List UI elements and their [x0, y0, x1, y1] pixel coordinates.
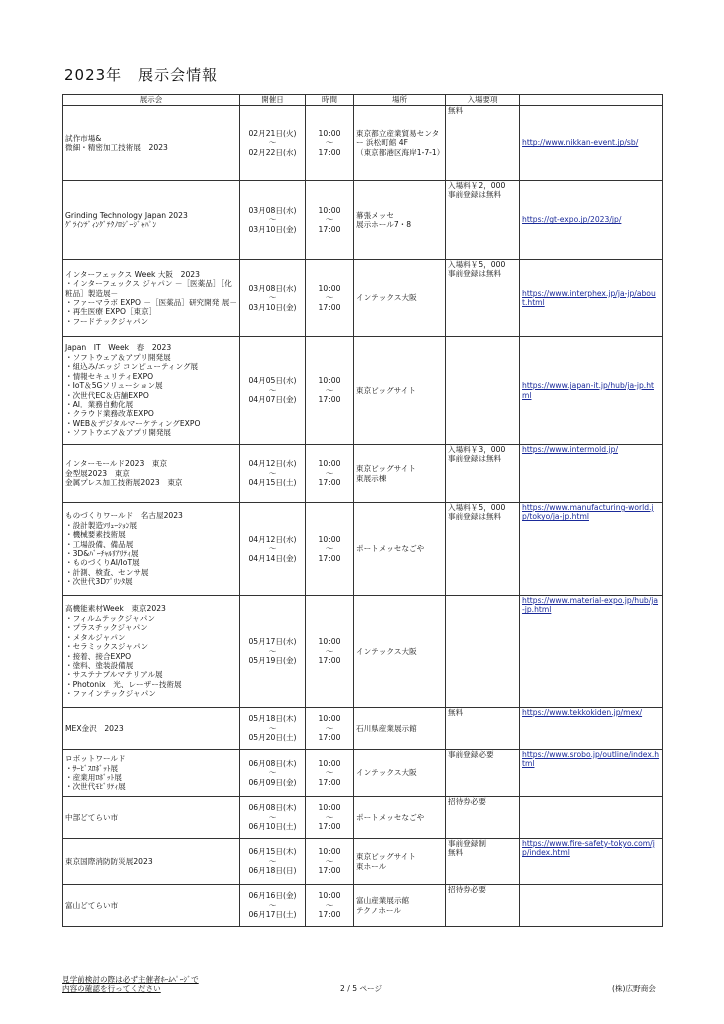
exhibition-name-line: Grinding Technology Japan 2023 [65, 210, 188, 220]
exhibition-name-line: MEX金沢 2023 [65, 723, 124, 733]
exhibition-name-line: ・再生医療 EXPO［東京］ [65, 307, 157, 317]
exhibition-link[interactable]: http://www.nikkan-event.jp/sb/ [522, 138, 639, 148]
header-date: 開催日 [240, 95, 306, 106]
end-time: 17:00 [318, 822, 341, 832]
exhibition-name-line: 微細・精密加工技術展 2023 [65, 143, 168, 152]
footer-note-line: 内容の確認を行ってください [62, 984, 161, 994]
exhibition-name-line: 試作市場& [65, 133, 102, 143]
end-time: 17:00 [318, 733, 341, 743]
table-row [63, 445, 663, 503]
start-date: 03月08日(水) [248, 283, 297, 293]
end-date: 06月18日(日) [248, 866, 297, 876]
end-time: 17:00 [318, 656, 341, 666]
date-separator: ～ [268, 856, 277, 866]
end-time: 17:00 [318, 777, 341, 787]
start-time: 10:00 [318, 459, 341, 469]
time-separator: ～ [325, 293, 334, 303]
admission-cell [446, 337, 520, 445]
exhibition-name-line: ・塗料、塗装設備展 [65, 660, 134, 670]
header-admission: 入場要項 [446, 95, 520, 106]
exhibition-name-cell [63, 503, 240, 596]
time-cell [306, 445, 354, 503]
venue-cell [354, 839, 446, 885]
end-time: 17:00 [318, 866, 341, 876]
end-time: 17:00 [318, 553, 341, 563]
admission-cell: 入場料￥5，000 事前登録は無料 [446, 260, 520, 337]
date-separator: ～ [268, 138, 277, 148]
venue-cell [354, 260, 446, 337]
time-cell [306, 337, 354, 445]
admission-cell [446, 596, 520, 708]
start-date: 04月12日(水) [248, 459, 297, 469]
end-date: 04月07日(金) [248, 395, 297, 405]
time-separator: ～ [325, 900, 334, 910]
date-cell [240, 797, 306, 839]
url-cell [520, 750, 663, 797]
end-time: 17:00 [318, 224, 341, 234]
exhibition-name-line: ・機械要素技術展 [65, 530, 126, 540]
date-separator: ～ [268, 293, 277, 303]
end-time: 17:00 [318, 302, 341, 312]
time-separator: ～ [325, 385, 334, 395]
url-cell [520, 503, 663, 596]
exhibition-table [62, 94, 663, 927]
url-cell [520, 445, 663, 503]
url-cell [520, 181, 663, 260]
table-row [63, 596, 663, 708]
time-separator: ～ [325, 215, 334, 225]
venue-line: 東ホール [356, 861, 387, 871]
time-separator: ～ [325, 723, 334, 733]
exhibition-name-cell [63, 106, 240, 181]
url-cell [520, 596, 663, 708]
exhibition-name-line: ・産業用ﾛﾎﾞｯﾄ展 [65, 773, 122, 782]
date-separator: ～ [268, 646, 277, 656]
exhibition-name-line: ものづくりワールド 名古屋2023 [65, 511, 183, 521]
time-separator: ～ [325, 812, 334, 822]
date-cell [240, 885, 306, 927]
exhibition-name-line: ・ソフトウェア＆アプリ開発展 [65, 352, 171, 362]
time-cell [306, 797, 354, 839]
time-separator: ～ [325, 768, 334, 778]
end-date: 05月19日(金) [248, 656, 297, 666]
date-separator: ～ [268, 468, 277, 478]
exhibition-name-line: ・クラウド業務改革EXPO [65, 409, 154, 419]
exhibition-name-line: ・ｻｰﾋﾞｽﾛﾎﾞｯﾄ展 [65, 763, 119, 773]
table-row [63, 181, 663, 260]
exhibition-name-line: ・サステナブルマテリアル展 [65, 670, 163, 680]
url-cell [520, 797, 663, 839]
date-cell [240, 708, 306, 750]
time-cell [306, 839, 354, 885]
venue-cell [354, 181, 446, 260]
start-date: 05月18日(木) [248, 714, 297, 724]
venue-cell [354, 797, 446, 839]
exhibition-name-cell [63, 596, 240, 708]
exhibition-link[interactable]: https://gt-expo.jp/2023/jp/ [522, 215, 622, 225]
exhibition-name-cell [63, 260, 240, 337]
exhibition-name-cell [63, 750, 240, 797]
exhibition-link[interactable]: https://www.material-expo.jp/hub/ja-jp.html [522, 596, 659, 615]
date-separator: ～ [268, 812, 277, 822]
page-number: 2 / 5 ページ [340, 984, 383, 993]
exhibition-name-cell [63, 885, 240, 927]
table-body [63, 106, 663, 927]
date-separator: ～ [268, 385, 277, 395]
end-date: 03月10日(金) [248, 302, 297, 312]
exhibition-name-line: ｸﾞﾗｲﾝﾃﾞｨﾝｸﾞﾃｸﾉﾛｼﾞｰｼﾞｬﾊﾟﾝ [65, 220, 157, 229]
start-date: 04月12日(水) [248, 534, 297, 544]
start-date: 06月08日(木) [248, 758, 297, 768]
venue-line: 富山産業展示館 [356, 896, 410, 906]
exhibition-link[interactable]: https://www.manufacturing-world.jp/tokyo/ja-jp.html [522, 503, 654, 522]
end-time: 17:00 [318, 395, 341, 405]
time-cell [306, 885, 354, 927]
time-cell [306, 260, 354, 337]
time-cell [306, 106, 354, 181]
venue-line: インテックス大阪 [356, 768, 417, 778]
time-separator: ～ [325, 544, 334, 554]
date-separator: ～ [268, 768, 277, 778]
venue-line: （東京都港区海岸1-7-1） [356, 147, 445, 157]
venue-line: ポートメッセなごや [356, 812, 425, 822]
exhibition-name-line: ・セラミックスジャパン [65, 642, 149, 652]
exhibition-link[interactable]: https://www.japan-it.jp/hub/ja-jp.html [522, 381, 654, 400]
exhibition-name-cell [63, 181, 240, 260]
date-cell [240, 260, 306, 337]
date-cell [240, 337, 306, 445]
url-cell [520, 885, 663, 927]
start-date: 06月15日(木) [248, 847, 297, 857]
start-time: 10:00 [318, 205, 341, 215]
venue-line: テクノホール [356, 905, 401, 915]
table-row [63, 337, 663, 445]
exhibition-name-line: ・Photonix 光、レーザー技術展 [65, 679, 182, 689]
table-row [63, 885, 663, 927]
time-cell [306, 708, 354, 750]
date-separator: ～ [268, 900, 277, 910]
venue-line: ポートメッセなごや [356, 544, 425, 554]
table-row [63, 750, 663, 797]
time-separator: ～ [325, 468, 334, 478]
page-title: 2023年 展示会情報 [64, 66, 219, 84]
exhibition-name-cell [63, 337, 240, 445]
exhibition-name-line: ・WEB＆デジタルマーケティングEXPO [65, 418, 201, 428]
date-cell [240, 181, 306, 260]
end-date: 06月10日(土) [248, 822, 297, 832]
venue-line: 幕張メッセ [356, 210, 394, 220]
venue-cell [354, 596, 446, 708]
exhibition-name-line: ・インターフェックス ジャパン －［医薬品］［化粧品］製造展－ [65, 279, 232, 298]
url-cell [520, 260, 663, 337]
header-place: 場所 [354, 95, 446, 106]
time-separator: ～ [325, 138, 334, 148]
end-date: 03月10日(金) [248, 224, 297, 234]
exhibition-name-line: ・プラスチックジャパン [65, 623, 148, 633]
admission-cell: 事前登録必要 [446, 750, 520, 797]
start-date: 04月05日(水) [248, 376, 297, 386]
exhibition-name-line: ・ものづくりAI/IoT展 [65, 558, 140, 568]
venue-cell [354, 106, 446, 181]
table-row [63, 106, 663, 181]
end-date: 04月15日(土) [248, 478, 297, 488]
time-separator: ～ [325, 856, 334, 866]
exhibition-name-line: 高機能素材Week 東京2023 [65, 604, 166, 614]
start-time: 10:00 [318, 283, 341, 293]
table-row [63, 503, 663, 596]
exhibition-name-line: ・次世代3Dﾌﾟﾘﾝﾀ展 [65, 577, 133, 587]
venue-line: インテックス大阪 [356, 293, 417, 303]
footer-note [62, 975, 199, 994]
exhibition-link[interactable]: https://www.fire-safety-tokyo.com/jp/index.html [522, 839, 655, 858]
exhibition-name-line: ・フードテックジャパン [65, 316, 149, 326]
exhibition-name-line: インターフェックス Week 大阪 2023 [65, 269, 200, 279]
exhibition-name-line: 富山どてらい市 [65, 900, 119, 910]
exhibition-name-cell [63, 708, 240, 750]
time-cell [306, 503, 354, 596]
table-row [63, 839, 663, 885]
start-time: 10:00 [318, 376, 341, 386]
date-cell [240, 445, 306, 503]
footer-note-line: 見学前検討の際は必ず主催者ﾎｰﾑﾍﾟｰｼﾞで [62, 975, 199, 984]
exhibition-name-line: ・フィルムテックジャパン [65, 613, 155, 623]
exhibition-name-cell [63, 839, 240, 885]
exhibition-name-line: ・次世代EC＆店舗EXPO [65, 390, 149, 400]
exhibition-name-line: ・接着、接合EXPO [65, 651, 132, 661]
start-time: 10:00 [318, 758, 341, 768]
url-cell [520, 337, 663, 445]
time-cell [306, 750, 354, 797]
exhibition-name-line: ・工場設備、備品展 [65, 539, 134, 549]
venue-line: 東京ビッグサイト [356, 464, 416, 474]
exhibition-name-line: Japan IT Week 春 2023 [65, 343, 172, 353]
exhibition-name-line: ・ファーマラボ EXPO －［医薬品］研究開発 展－ [65, 298, 237, 307]
admission-cell: 無料 [446, 106, 520, 181]
exhibition-name-cell [63, 445, 240, 503]
url-cell [520, 106, 663, 181]
exhibition-link[interactable]: https://www.intermold.jp/ [522, 445, 619, 454]
venue-line: 東京ビッグサイト [356, 852, 416, 862]
exhibition-name-line: ・ソフトウエア＆アプリ開発展 [65, 428, 172, 438]
end-date: 04月14日(金) [248, 553, 297, 563]
start-time: 10:00 [318, 534, 341, 544]
end-date: 06月17日(土) [248, 910, 297, 920]
start-time: 10:00 [318, 803, 341, 813]
start-time: 10:00 [318, 128, 341, 138]
admission-cell: 招待券必要 [446, 885, 520, 927]
end-time: 17:00 [318, 147, 341, 157]
exhibition-link[interactable]: https://www.interphex.jp/ja-jp/about.html [522, 288, 656, 307]
exhibition-name-line: ・ファインテックジャパン [65, 689, 156, 699]
date-cell [240, 750, 306, 797]
exhibition-link[interactable]: https://www.srobo.jp/outline/index.html [522, 750, 660, 769]
time-separator: ～ [325, 646, 334, 656]
header-url [520, 95, 663, 106]
start-date: 03月08日(水) [248, 205, 297, 215]
admission-cell: 入場料￥2，000 事前登録は無料 [446, 181, 520, 260]
start-date: 06月16日(金) [248, 891, 297, 901]
exhibition-name-line: インターモールド2023 東京 [65, 459, 168, 469]
exhibition-link[interactable]: https://www.tekkokiden.jp/mex/ [522, 708, 643, 717]
exhibition-name-cell [63, 797, 240, 839]
exhibition-name-line: ・AI．業務自動化展 [65, 399, 134, 409]
start-date: 05月17日(水) [248, 637, 297, 647]
venue-line: 東展示棟 [356, 473, 387, 483]
time-cell [306, 181, 354, 260]
table-header-row [63, 95, 663, 106]
venue-cell [354, 445, 446, 503]
header-exhibition: 展示会 [63, 95, 240, 106]
start-time: 10:00 [318, 714, 341, 724]
admission-cell: 事前登録制 無料 [446, 839, 520, 885]
admission-cell: 無料 [446, 708, 520, 750]
table-row [63, 260, 663, 337]
end-date: 06月09日(金) [248, 777, 297, 787]
end-time: 17:00 [318, 910, 341, 920]
exhibition-name-line: ・計測、検査、センサ展 [65, 567, 149, 577]
venue-line: 東京ビッグサイト [356, 385, 416, 395]
start-time: 10:00 [318, 891, 341, 901]
start-time: 10:00 [318, 847, 341, 857]
end-time: 17:00 [318, 478, 341, 488]
exhibition-name-line: ・組込み/エッジ コンピューティング展 [65, 362, 199, 372]
start-date: 02月21日(火) [248, 128, 297, 138]
date-cell [240, 106, 306, 181]
exhibition-name-line: ・設計製造ｿﾘｭｰｼｮﾝ展 [65, 520, 138, 530]
exhibition-name-line: ・情報セキュリティEXPO [65, 371, 154, 381]
exhibition-name-line: ロボットワールド [65, 754, 126, 764]
admission-cell: 入場料￥5，000 事前登録は無料 [446, 503, 520, 596]
admission-cell: 招待券必要 [446, 797, 520, 839]
table-row [63, 797, 663, 839]
company-name: (株)広野商会 [612, 984, 656, 993]
start-date: 06月08日(木) [248, 803, 297, 813]
venue-line: 東京都立産業貿易センター 浜松町館 4F [356, 128, 440, 148]
time-cell [306, 596, 354, 708]
venue-cell [354, 708, 446, 750]
end-date: 02月22日(水) [248, 147, 297, 157]
end-date: 05月20日(土) [248, 733, 297, 743]
venue-cell [354, 337, 446, 445]
header-time: 時間 [306, 95, 354, 106]
table-row [63, 708, 663, 750]
exhibition-name-line: ・3D&ﾊﾞｰﾁｬﾙﾘｱﾘﾃｨ展 [65, 549, 139, 558]
venue-line: 展示ホール7・8 [356, 220, 412, 229]
date-cell [240, 503, 306, 596]
exhibition-name-line: ・メタルジャパン [65, 632, 126, 642]
venue-line: 石川県産業展示館 [356, 723, 417, 733]
date-separator: ～ [268, 215, 277, 225]
exhibition-name-line: 金型展2023 東京 [65, 468, 130, 478]
venue-line: インテックス大阪 [356, 646, 417, 656]
venue-cell [354, 885, 446, 927]
date-separator: ～ [268, 723, 277, 733]
exhibition-name-line: ・IoT＆5Gソリューション展 [65, 381, 163, 391]
admission-cell: 入場料￥3，000 事前登録は無料 [446, 445, 520, 503]
date-cell [240, 596, 306, 708]
start-time: 10:00 [318, 637, 341, 647]
exhibition-name-line: 中部どてらい市 [65, 812, 119, 822]
url-cell [520, 839, 663, 885]
venue-cell [354, 750, 446, 797]
venue-cell [354, 503, 446, 596]
url-cell [520, 708, 663, 750]
exhibition-name-line: 金属プレス加工技術展2023 東京 [65, 478, 183, 488]
exhibition-name-line: ・次世代ﾓﾋﾞﾘﾃｨ展 [65, 782, 126, 792]
date-cell [240, 839, 306, 885]
date-separator: ～ [268, 544, 277, 554]
exhibition-name-line: 東京国際消防防災展2023 [65, 856, 153, 866]
